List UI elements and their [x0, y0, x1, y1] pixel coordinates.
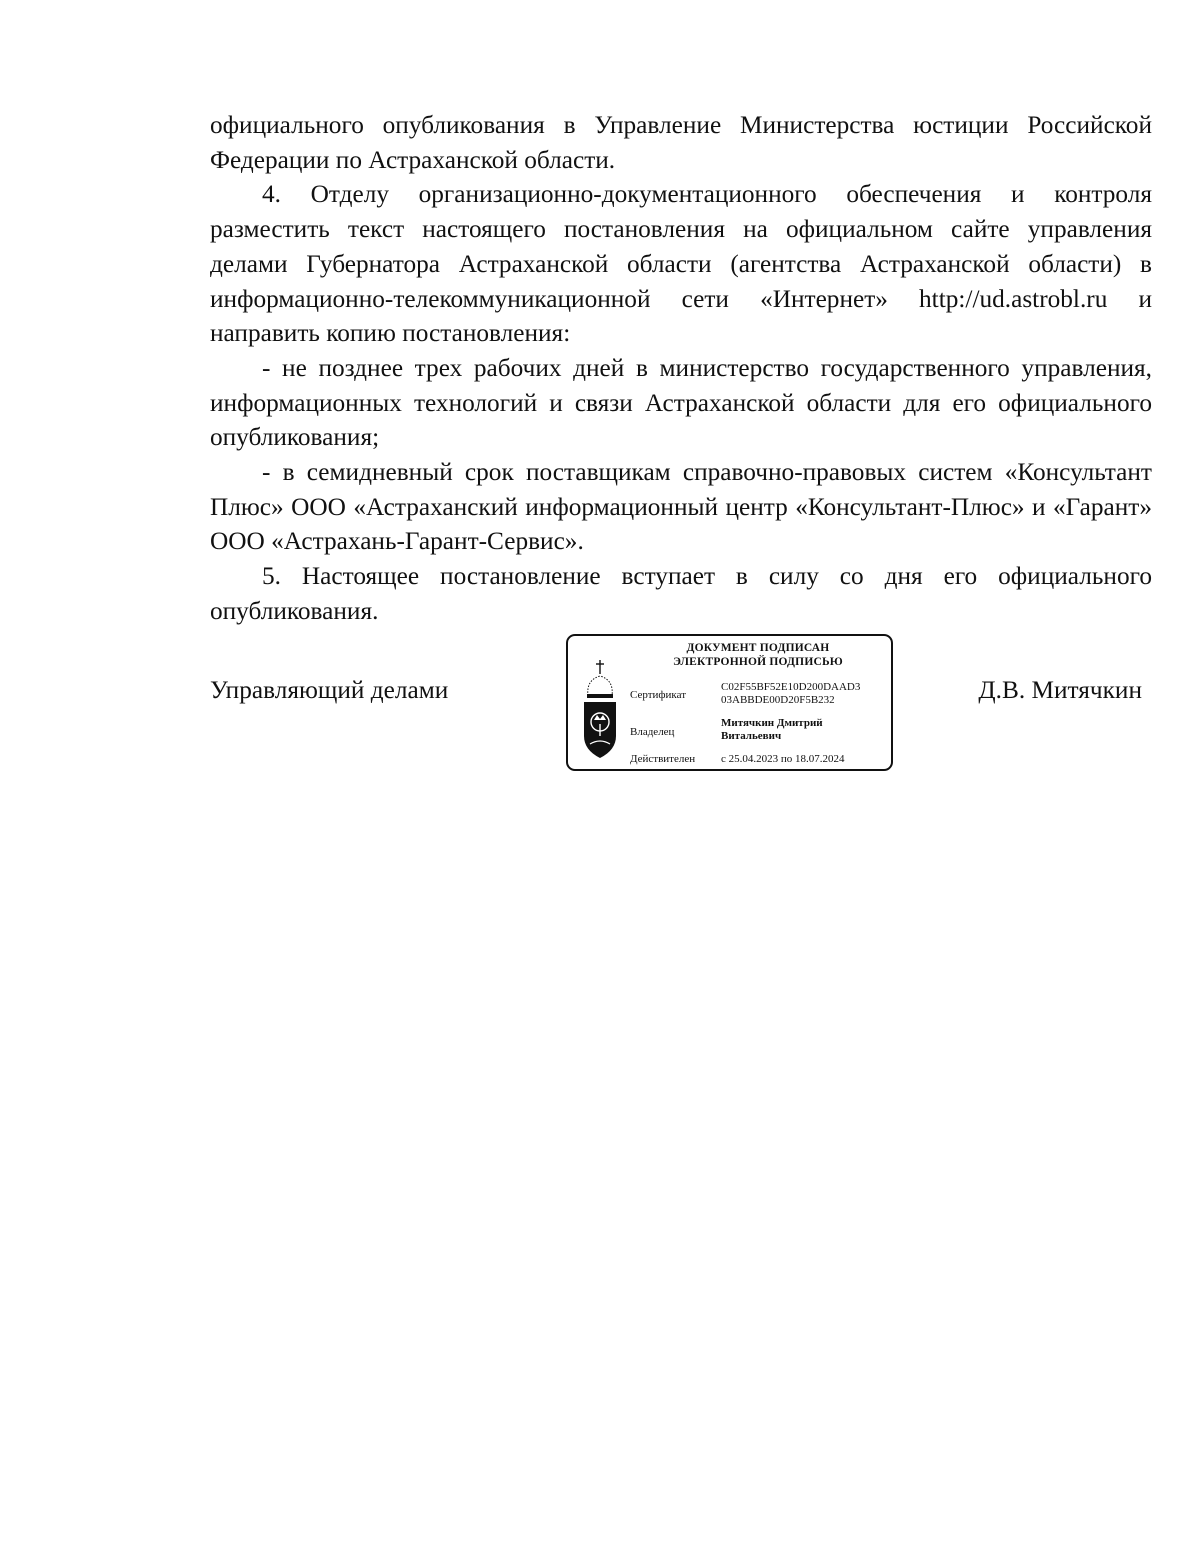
electronic-signature-stamp: [566, 634, 893, 771]
paragraph-continuation: официального опубликования в Управление Министерства юстиции Российской Федерации по Астраханской области.: [210, 111, 1152, 174]
document-body: [210, 108, 1152, 629]
signatory-name: Д.В. Митячкин: [978, 676, 1142, 704]
validity-label: Действителен: [630, 753, 696, 765]
validity-value: с 25.04.2023 по 18.07.2024: [721, 753, 845, 765]
paragraph-bullet-1: - не позднее трех рабочих дней в министерство государственного управления, информационных технологий и связи Астраханской области для его официального опубликования;: [210, 353, 1152, 452]
stamp-title: [628, 642, 888, 669]
owner-label: Владелец: [630, 726, 675, 738]
certificate-line-2: 03ABBDE00D20F5B232: [721, 694, 835, 706]
signatory-position: Управляющий делами: [210, 676, 449, 704]
certificate-label: Сертификат: [630, 689, 686, 701]
paragraph-bullet-2: - в семидневный срок поставщикам справочно-правовых систем «Консультант Плюс» ООО «Астраханский информационный центр «Консультант-Плюс» и «Гарант» ООО «Астрахань-Гарант-Сервис».: [210, 458, 1152, 556]
owner-value: [721, 717, 823, 743]
stamp-title-line-1: ДОКУМЕНТ ПОДПИСАН: [686, 642, 830, 654]
astrakhan-coat-of-arms-icon: [580, 658, 620, 762]
paragraph-item-4: 4. Отделу организационно-документационного обеспечения и контроля разместить текст настоящего постановления на официальном сайте управления делами Губернатора Астраханской области (агентства Астраханской области) в информационно-телекоммуникационной сети «Интернет» http://ud.astrobl.ru и направить копию постановления:: [210, 180, 1152, 348]
owner-line-1: Митячкин Дмитрий: [721, 717, 823, 729]
certificate-line-1: C02F55BF52E10D200DAAD3: [721, 681, 861, 693]
paragraph-item-5: 5. Настоящее постановление вступает в силу со дня его официального опубликования.: [210, 562, 1152, 625]
certificate-value: [721, 681, 860, 707]
owner-line-2: Витальевич: [721, 730, 782, 742]
stamp-title-line-2: ЭЛЕКТРОННОЙ ПОДПИСЬЮ: [673, 655, 843, 668]
